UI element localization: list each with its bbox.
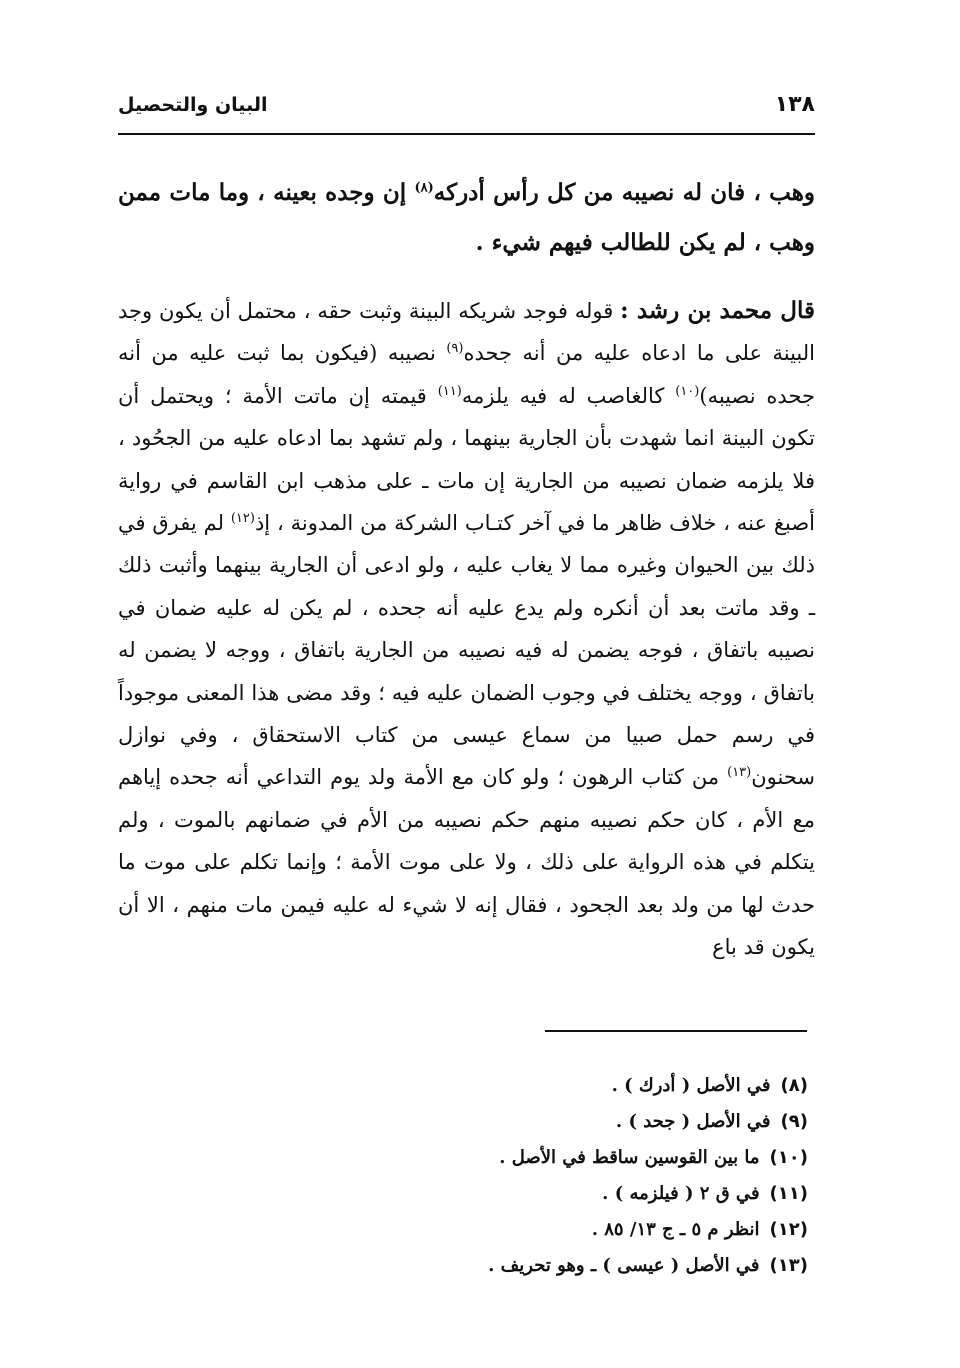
footnote-ref-10: (١٠) <box>675 383 700 399</box>
header-divider <box>118 133 815 135</box>
lead-text-part: وهب ، فان له نصيبه من كل رأس أدركه <box>433 179 816 206</box>
lead-text-part: إن وجده بعينه ، وما مات ممن وهب ، لم يكن للطالب فيهم شيء . <box>118 179 815 256</box>
commentary-text: كالغاصب له فيه يلزمه <box>461 383 676 408</box>
footnote-ref-9: (٩) <box>446 341 464 357</box>
footnote-number: (٨) <box>780 1075 808 1096</box>
footnote-text: في ق ٢ ( فيلزمه ) . <box>602 1183 760 1204</box>
footnote-item <box>300 1068 808 1104</box>
commentary-text: من كتاب الرهون ؛ ولو كان مع الأمة ولد يوم التداعي أنه جحده إياهم مع الأم ، كان حكم نصيبه منهم حكم نصيبه من الأم في ضمانهم بالموت ، ولم يتكلم في هذه الرواية على ذلك ، ولا على موت الأمة ؛ وإنما تكلم على موت ما حدث لها من ولد بعد الجحود ، فقال إنه لا شيء له عليه فيمن مات منهم ، الا أن يكون قد باع <box>118 765 815 960</box>
page-header <box>118 92 815 132</box>
footnote-number: (١٢) <box>769 1219 808 1240</box>
footnote-item <box>300 1248 808 1284</box>
commentary-paragraph <box>118 290 815 969</box>
author-label: قال محمد بن رشد : <box>620 297 815 324</box>
footnote-number: (١٠) <box>769 1147 808 1168</box>
footnote-text: ما بين القوسين ساقط في الأصل . <box>499 1147 760 1168</box>
footnote-ref-8: (٨) <box>414 180 434 196</box>
footnote-number: (٩) <box>780 1111 808 1132</box>
footnote-text: انظر م ٥ ـ ج ١٣/ ٨٥ . <box>591 1219 760 1240</box>
footnote-item <box>300 1176 808 1212</box>
footnote-ref-12: (١٢) <box>230 511 255 527</box>
commentary-text: قيمته إن ماتت الأمة ؛ ويحتمل أن تكون البينة انما شهدت بأن الجارية بينهما ، ولم تشهد بما ادعاه عليه من الجحُود ، فلا يلزمه ضمان نصيبه من الجارية إن مات ـ على مذهب ابن القاسم في رواية أصبغ عنه ، خلاف ظاهر ما في آخر كتـاب الشركة من المدونة ، إذ <box>118 383 815 536</box>
footnote-divider <box>545 1030 807 1032</box>
footnote-text: في الأصل ( أدرك ) . <box>611 1075 771 1096</box>
page-number: ١٣٨ <box>774 92 815 117</box>
commentary-text: قوله فوجد شريكه البينة وثبت حقه ، محتمل أن يكون وجد البينة على ما ادعاه عليه من أنه جحده <box>118 299 815 366</box>
lead-paragraph <box>118 168 815 268</box>
footnote-number: (١١) <box>769 1183 808 1204</box>
footnote-item <box>300 1140 808 1176</box>
footnote-item <box>300 1104 808 1140</box>
footnote-ref-11: (١١) <box>437 383 462 399</box>
footnote-text: في الأصل ( عيسى ) ـ وهو تحريف . <box>488 1255 760 1276</box>
commentary-text: لم يفرق في ذلك بين الحيوان وغيره مما لا يغاب عليه ، ولو ادعى أن الجارية بينهما وأثبت ذلك ـ وقد ماتت بعد أن أنكره ولم يدع عليه أنه جحده ، لم يكن له عليه ضمان في نصيبه باتفاق ، فوجه يضمن له فيه نصيبه من الجارية باتفاق ، ووجه لا يضمن له باتفاق ، ووجه يختلف في وجوب الضمان عليه فيه ؛ وقد مضى هذا المعنى موجوداً في رسم حمل صبيا من سماع عيسى من كتاب الاستحقاق ، وفي نوازل سحنون <box>118 511 815 790</box>
footnote-ref-13: (١٣) <box>727 765 752 781</box>
commentary-text: نصيبه (فيكون بما ثبت عليه من أنه جحده نصيبه) <box>118 341 815 408</box>
footnotes-list <box>300 1068 808 1284</box>
running-title: البيان والتحصيل <box>118 94 268 116</box>
footnote-number: (١٣) <box>769 1255 808 1276</box>
footnote-text: في الأصل ( جحد ) . <box>615 1111 771 1132</box>
footnote-item <box>300 1212 808 1248</box>
